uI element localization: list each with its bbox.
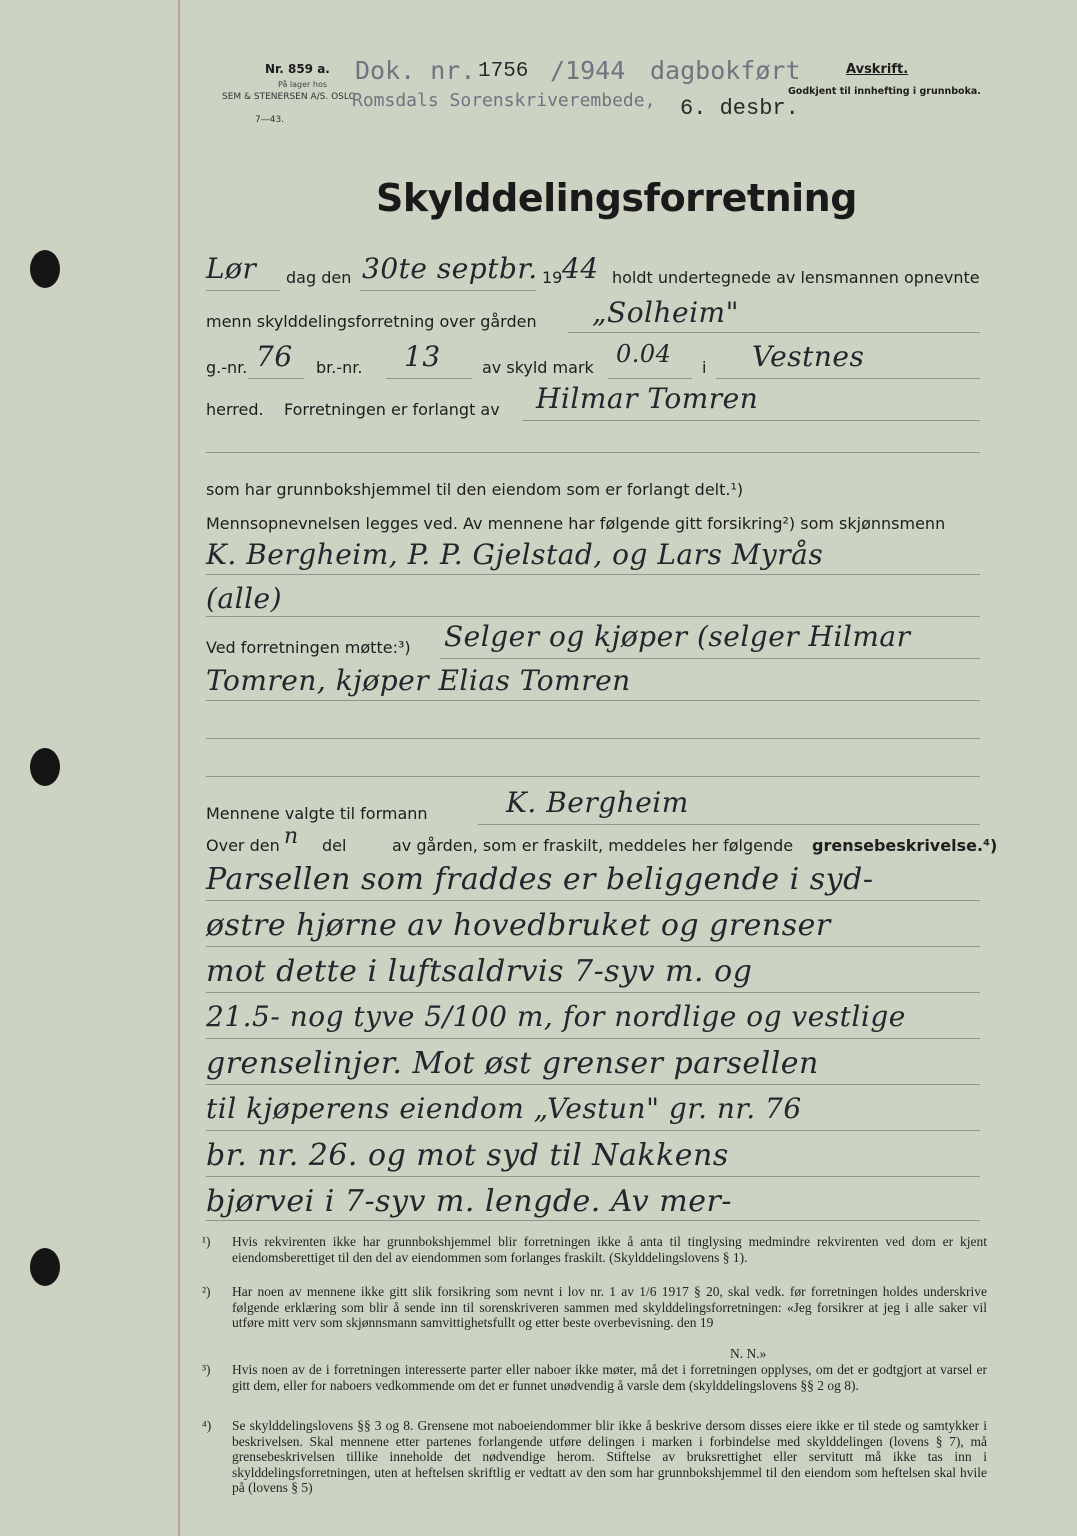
footnote-4-text: Se skylddelingslovens §§ 3 og 8. Grensene mot naboeiendommer blir ikke å beskrive dersom disses eiere ikke er til stede og samtykker i beskrivelsen. Skal mennene etter partenes forlangende utføre delingen i marken i forbindelse med skylddelingen (lovens § 7), må grensebeskrivelsen tillike inneholde det nødvendige herom. Stiftelse av bruksrettighet eller servitutt må ikke tas inn i skylddelingsforretningen, uten at heftelsen skriftlig er vedtatt av den som har grunnbokshjemmel til den eiendom som heftelsen skal hvile på (lovens § 5) xyxy=(232,1418,987,1495)
description-line-4: 21.5- nog tyve 5/100 m, for nordlige og vestlige xyxy=(206,1000,906,1033)
date-rule xyxy=(360,290,536,291)
footnote-1-text: Hvis rekvirenten ikke har grunnbokshjemmel blir forretningen ikke å anta til tinglysing medmindre rekvirenten ved dom er kjent eiendomsberettiget til den del av eiendommen som forlanges fraskilt. (Skylddelingslovens § 1). xyxy=(232,1234,987,1265)
brnr-label: br.-nr. xyxy=(316,358,363,377)
forlangt-label: Forretningen er forlangt av xyxy=(284,400,500,419)
mennsopnevnelsen-text: Mennsopnevnelsen legges ved. Av mennene har følgende gitt forsikring²) som skjønnsmenn xyxy=(206,514,946,533)
description-rule-2 xyxy=(206,946,980,947)
footnote-4-number: ⁴) xyxy=(202,1418,212,1433)
description-line-6: til kjøperens eiendom „Vestun" gr. nr. 76 xyxy=(206,1092,802,1125)
formann-hand: K. Bergheim xyxy=(506,786,689,819)
herred-label: herred. xyxy=(206,400,264,419)
skyld-label: av skyld mark xyxy=(482,358,594,377)
gnr-label: g.-nr. xyxy=(206,358,248,377)
men-rule-1 xyxy=(206,574,980,575)
brnr-rule xyxy=(386,378,472,379)
men-names-hand: K. Bergheim, P. P. Gjelstad, og Lars Myrås xyxy=(206,538,824,571)
over-den-label: Over den xyxy=(206,836,280,855)
description-line-1: Parsellen som fraddes er beliggende i syd- xyxy=(206,862,874,897)
punch-hole-2 xyxy=(30,748,60,786)
del-label: del xyxy=(322,836,347,855)
stamp-office: Romsdals Sorenskriverembede, xyxy=(352,90,656,111)
over-den-hand: n xyxy=(284,824,299,849)
farm-rule xyxy=(568,332,980,333)
footnote-3-text: Hvis noen av de i forretningen interesserte parter eller naboer ikke møter, må det i forretningen opplyses, om det er godtgjort at varsel er gitt dem, eller for naboers vedkommende om det er funnet unødvendig å varsle dem (skylddelingslovens §§ 2 og 8). xyxy=(232,1362,987,1393)
dag-den-label: dag den xyxy=(286,268,352,287)
motte-rule-4 xyxy=(206,776,980,777)
gnr-hand: 76 xyxy=(256,340,293,373)
description-line-3: mot dette i luftsaldrvis 7-syv m. og xyxy=(206,954,753,989)
description-rule-4 xyxy=(206,1038,980,1039)
requester-rule xyxy=(522,420,980,421)
grunnbok-text: som har grunnbokshjemmel til den eiendom som er forlangt delt.¹) xyxy=(206,480,744,499)
document-title: Skylddelingsforretning xyxy=(376,176,857,220)
skyld-hand: 0.04 xyxy=(616,340,672,368)
motte-rule-1 xyxy=(440,658,980,659)
typed-date: 6. desbr. xyxy=(680,96,799,121)
date-hand: 30te septbr. xyxy=(362,252,538,285)
gnr-rule xyxy=(248,378,304,379)
av-garden-text: av gården, som er fraskilt, meddeles her følgende xyxy=(392,836,794,855)
stamp-number: 1756 xyxy=(478,60,529,83)
herred-name-hand: Vestnes xyxy=(752,340,865,373)
description-line-5: grenselinjer. Mot øst grenser parsellen xyxy=(206,1046,819,1081)
weekday-hand: Lør xyxy=(206,252,257,285)
blank-rule-1 xyxy=(206,452,980,453)
menn-over-text: menn skylddelingsforretning over gården xyxy=(206,312,537,331)
description-line-8: bjørvei i 7-syv m. lengde. Av mer- xyxy=(206,1184,732,1219)
motte-hand-2: Tomren, kjøper Elias Tomren xyxy=(206,664,631,697)
description-rule-6 xyxy=(206,1130,980,1131)
stamp-year: /1944 xyxy=(550,56,626,85)
printer-date: 7—43. xyxy=(255,115,285,125)
description-rule-1 xyxy=(206,900,980,901)
farm-name-hand: „Solheim" xyxy=(592,296,739,329)
weekday-rule xyxy=(206,290,280,291)
godkjent-label: Godkjent til innhefting i grunnboka. xyxy=(788,86,981,97)
stamp-dok: Dok. nr. xyxy=(355,56,476,85)
skyld-rule xyxy=(608,378,692,379)
grensebeskrivelse-label: grensebeskrivelse.⁴) xyxy=(812,836,998,855)
stamp-dagbokfort: dagbokført xyxy=(650,56,801,85)
form-number: Nr. 859 a. xyxy=(265,62,330,76)
herred-rule xyxy=(716,378,980,379)
men-names-hand-2: (alle) xyxy=(206,582,283,615)
footnote-2-signature-text: N. N.» xyxy=(730,1346,767,1361)
footnote-2-text: Har noen av mennene ikke gitt slik forsikring som nevnt i lov nr. 1 av 1/6 1917 § 20, skal vedk. før forretningen holdes underskrive følgende erklæring som blir å sende inn til sorenskriveren sammen med skylddelingsforretningen: «Jeg forsikrer at jeg i alle saker vil utføre mitt verv som skjønnsmann samvittighetsfullt og etter beste overbevisning. den 19 xyxy=(232,1284,987,1330)
motte-label: Ved forretningen møtte:³) xyxy=(206,638,411,657)
printer-line-2: SEM & STENERSEN A/S. OSLO xyxy=(222,92,356,102)
description-rule-7 xyxy=(206,1176,980,1177)
year-prefix: 19 xyxy=(542,268,563,287)
avskrift-label: Avskrift. xyxy=(846,62,909,77)
punch-hole-3 xyxy=(30,1248,60,1286)
holdt-text: holdt undertegnede av lensmannen opnevnte xyxy=(612,268,980,287)
footnote-3-number: ³) xyxy=(202,1362,211,1377)
printer-line-1: På lager hos xyxy=(278,80,327,89)
description-line-7: br. nr. 26. og mot syd til Nakkens xyxy=(206,1138,729,1173)
motte-rule-2 xyxy=(206,700,980,701)
footnote-2-number: ²) xyxy=(202,1284,211,1299)
footnote-1-number: ¹) xyxy=(202,1234,211,1249)
brnr-hand: 13 xyxy=(404,340,441,373)
men-rule-2 xyxy=(206,616,980,617)
punch-hole-1 xyxy=(30,250,60,288)
description-rule-5 xyxy=(206,1084,980,1085)
description-rule-8 xyxy=(206,1220,980,1221)
margin-line xyxy=(178,0,180,1536)
description-rule-3 xyxy=(206,992,980,993)
year-hand: 44 xyxy=(562,252,599,285)
motte-rule-3 xyxy=(206,738,980,739)
motte-hand-1: Selger og kjøper (selger Hilmar xyxy=(444,620,911,653)
description-line-2: østre hjørne av hovedbruket og grenser xyxy=(206,908,831,943)
formann-rule xyxy=(478,824,980,825)
i-label: i xyxy=(702,358,707,377)
requester-hand: Hilmar Tomren xyxy=(536,382,759,415)
formann-label: Mennene valgte til formann xyxy=(206,804,428,823)
